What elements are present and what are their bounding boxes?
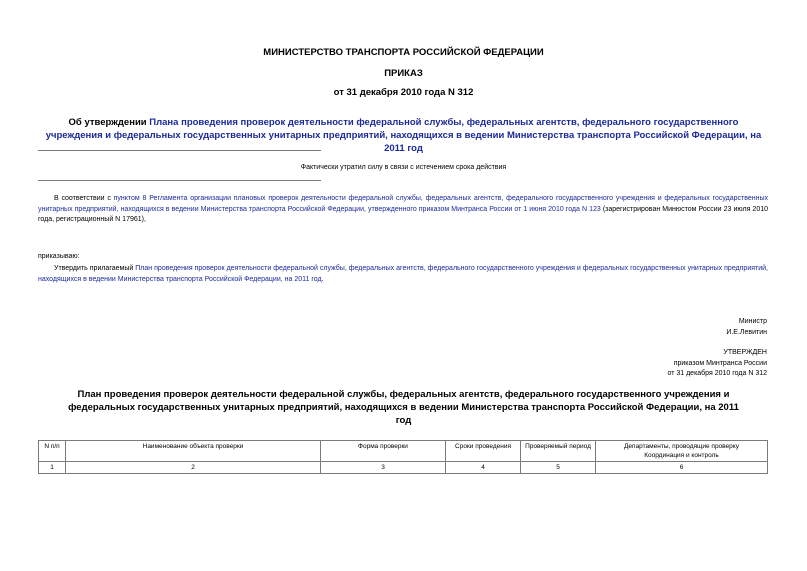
order-paragraph xyxy=(38,264,768,285)
table-cell: 2 xyxy=(66,462,321,474)
header-object: Наименование объекта проверки xyxy=(66,441,321,462)
order-suffix: . xyxy=(321,275,324,283)
approval-line-2: приказом Минтранса России xyxy=(673,360,767,367)
signature-position: Министр xyxy=(738,318,767,325)
preamble-paragraph xyxy=(38,194,768,226)
regulation-link[interactable]: пунктом 8 Регламента организации плановых проверок деятельности федеральной службы, федеральных агентств, федерального государственного учреждения и федеральных государственных унитарных предприятий, находящихся в ведении Министерства транспорта Российской Федерации, утвержденного приказом Минтранса России от 1 июня 2010 года N 123 xyxy=(38,195,768,213)
divider-top xyxy=(38,150,321,151)
table-cell: 4 xyxy=(446,462,521,474)
header-departments: Департаменты, проводящие проверку Координация и контроль xyxy=(596,441,768,462)
header-period: Проверяемый период xyxy=(521,441,596,462)
preamble-text-1: В соответствии с xyxy=(54,195,114,202)
plan-table xyxy=(38,440,768,474)
divider-bottom xyxy=(38,180,321,181)
table-cell: 6 xyxy=(596,462,768,474)
table-row xyxy=(39,462,768,474)
approval-line-1: УТВЕРЖДЕН xyxy=(723,349,767,356)
signature-name: И.Е.Левитин xyxy=(726,329,767,336)
table-cell: 1 xyxy=(39,462,66,474)
plan-title: План проведения проверок деятельности федеральной службы, федеральных агентств, федерального государственного учреждения и федеральных государственных унитарных предприятий, находящихся в ведении Министерства транспорта Российской Федерации, на 2011 год xyxy=(68,389,739,426)
header-number: N п/п xyxy=(39,441,66,462)
title-link[interactable]: Плана проведения проверок деятельности федеральной службы, федеральных агентств, федерального государственного учреждения и федеральных государственных унитарных предприятий, находящихся в ведении Министерства транспорта Российской Федерации, на 2011 год xyxy=(45,117,762,154)
doc-date-number: от 31 декабря 2010 года N 312 xyxy=(333,87,474,98)
header-terms: Сроки проведения xyxy=(446,441,521,462)
preamble-text-2: (зарегистрирован Минюстом России 23 июля 2010 года, регистрационный N 17961), xyxy=(38,205,768,223)
plan-link[interactable]: План проведения проверок деятельности федеральной службы, федеральных агентств, федерального государственного учреждения и федеральных государственных унитарных предприятий, находящихся в ведении Министерства транспорта Российской Федерации, на 2011 год xyxy=(38,265,769,283)
table-header-row xyxy=(39,441,768,462)
approval-line-3: от 31 декабря 2010 года N 312 xyxy=(667,370,767,377)
order-prefix: Утвердить прилагаемый xyxy=(54,265,136,272)
status-note: Фактически утратил силу в связи с истечением срока действия xyxy=(300,164,507,171)
header-form: Форма проверки xyxy=(321,441,446,462)
ministry-name: МИНИСТЕРСТВО ТРАНСПОРТА РОССИЙСКОЙ ФЕДЕРАЦИИ xyxy=(263,47,544,58)
doc-type: ПРИКАЗ xyxy=(384,68,423,79)
title-prefix: Об утверждении xyxy=(68,117,150,128)
order-word: приказываю: xyxy=(38,253,80,260)
table-cell: 5 xyxy=(521,462,596,474)
table-cell: 3 xyxy=(321,462,446,474)
